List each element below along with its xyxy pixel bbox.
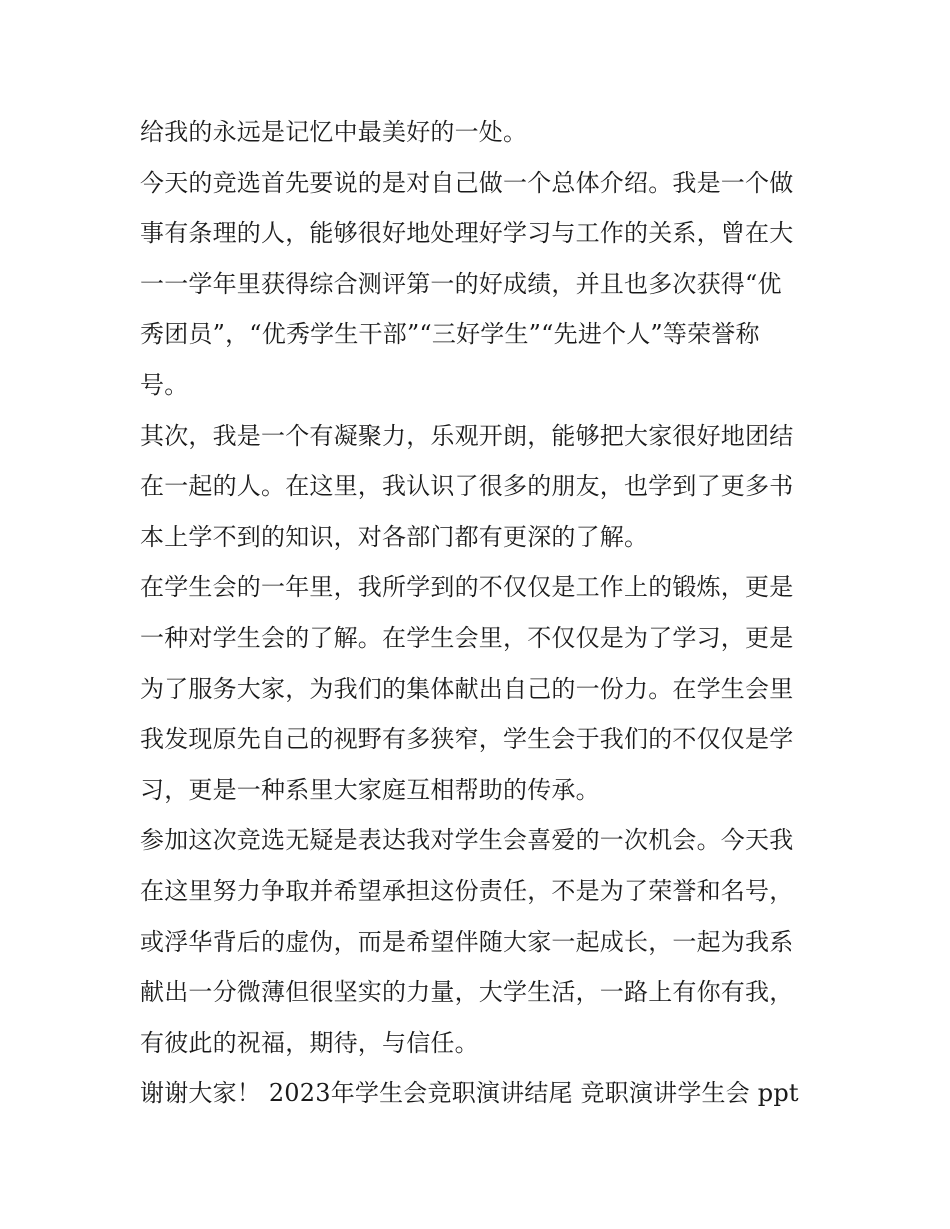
text-line: 或浮华背后的虚伪，而是希望伴随大家一起成长，一起为我系 <box>140 927 794 956</box>
text-line: 号。 <box>140 370 189 399</box>
text-line: 其次，我是一个有凝聚力，乐观开朗，能够把大家很好地团结 <box>140 421 794 450</box>
text-line: 献出一分微薄但很坚实的力量，大学生活，一路上有你有我， <box>140 978 794 1007</box>
text-line: 我发现原先自己的视野有多狭窄，学生会于我们的不仅仅是学 <box>140 725 794 754</box>
text-line: 参加这次竞选无疑是表达我对学生会喜爱的一次机会。今天我 <box>140 826 794 855</box>
text-line: 一种对学生会的了解。在学生会里，不仅仅是为了学习，更是 <box>140 623 794 652</box>
text-line: 在学生会的一年里，我所学到的不仅仅是工作上的锻炼，更是 <box>140 573 794 602</box>
text-line: 习，更是一种系里大家庭互相帮助的传承。 <box>140 775 600 804</box>
text-line: 在这里努力争取并希望承担这份责任，不是为了荣誉和名号， <box>140 876 794 905</box>
text-line: 在一起的人。在这里，我认识了很多的朋友，也学到了更多书 <box>140 472 794 501</box>
text-line: 一一学年里获得综合测评第一的好成绩，并且也多次获得“优 <box>140 269 782 298</box>
text-line: 为了服务大家，为我们的集体献出自己的一份力。在学生会里 <box>140 674 794 703</box>
document-body <box>140 107 820 1119</box>
text-line: 谢谢大家！ 2023年学生会竞职演讲结尾 竞职演讲学生会 ppt <box>140 1079 799 1108</box>
text-line: 本上学不到的知识，对各部门都有更深的了解。 <box>140 522 649 551</box>
text-line: 今天的竞选首先要说的是对自己做一个总体介绍。我是一个做 <box>140 168 794 197</box>
text-line: 秀团员”，“优秀学生干部”“三好学生”“先进个人”等荣誉称 <box>140 320 760 349</box>
text-line: 有彼此的祝福，期待，与信任。 <box>140 1028 479 1057</box>
text-line: 事有条理的人，能够很好地处理好学习与工作的关系，曾在大 <box>140 219 794 248</box>
text-line: 给我的永远是记忆中最美好的一处。 <box>140 118 528 146</box>
